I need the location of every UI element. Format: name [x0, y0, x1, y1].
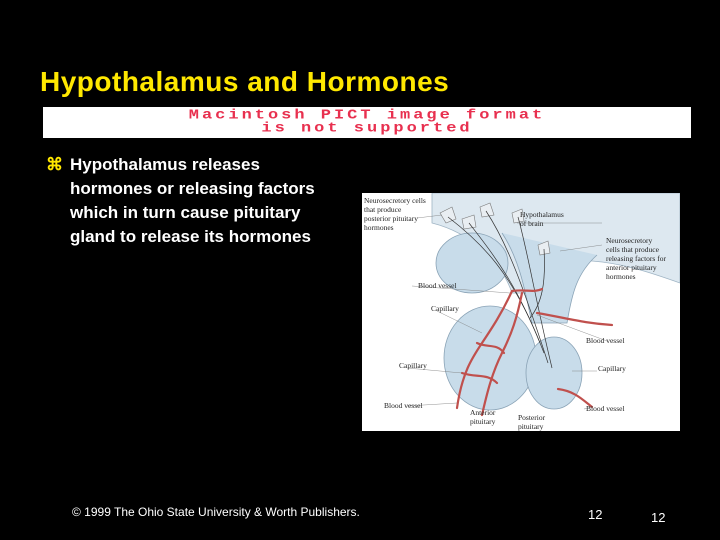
anterior-pituitary-shape	[444, 306, 536, 410]
watermark-line-2: is not supported	[261, 120, 473, 137]
label-neuro-anterior-1: Neurosecretory	[606, 236, 653, 245]
label-posterior-pituitary-2: pituitary	[518, 422, 544, 431]
label-neuro-anterior-2: cells that produce	[606, 245, 659, 254]
bullet-icon: ⌘	[46, 155, 63, 174]
posterior-pituitary-shape	[526, 337, 582, 409]
label-blood-vessel-upper-left: Blood vessel	[418, 281, 457, 290]
label-neuro-posterior-3: posterior pituitary	[364, 214, 418, 223]
label-neuro-anterior-4: anterior pituitary	[606, 263, 657, 272]
unsupported-image-banner	[43, 107, 691, 138]
label-neuro-posterior-1: Neurosecretory cells	[364, 196, 426, 205]
label-posterior-pituitary-1: Posterior	[518, 413, 546, 422]
label-neuro-anterior-5: hormones	[606, 272, 636, 281]
page-number-right: 12	[651, 510, 666, 525]
label-hypothalamus-2: of brain	[520, 219, 544, 228]
pituitary-diagram	[362, 193, 680, 431]
label-neuro-posterior-2: that produce	[364, 205, 402, 214]
page-number-left: 12	[588, 507, 603, 522]
label-neuro-posterior-4: hormones	[364, 223, 394, 232]
label-capillary-right: Capillary	[598, 364, 626, 373]
label-neuro-anterior-3: releasing factors for	[606, 254, 666, 263]
copyright-footer: © 1999 The Ohio State University & Worth Publishers.	[72, 505, 360, 519]
label-anterior-pituitary-2: pituitary	[470, 417, 496, 426]
label-anterior-pituitary-1: Anterior	[470, 408, 496, 417]
bullet-point	[46, 153, 346, 249]
label-blood-vessel-lower-right: Blood vessel	[586, 404, 625, 413]
watermark-line-1: Macintosh PICT image format	[188, 107, 546, 124]
label-blood-vessel-right-mid: Blood vessel	[586, 336, 625, 345]
slide-title: Hypothalamus and Hormones	[40, 66, 450, 97]
label-hypothalamus-1: Hypothalamus	[520, 210, 564, 219]
label-capillary-lower-left: Capillary	[399, 361, 427, 370]
label-blood-vessel-lower-left: Blood vessel	[384, 401, 423, 410]
label-capillary-upper-left: Capillary	[431, 304, 459, 313]
bullet-text: Hypothalamus releases hormones or releasing factors which in turn cause pituitary gland to release its hormones	[70, 155, 315, 246]
